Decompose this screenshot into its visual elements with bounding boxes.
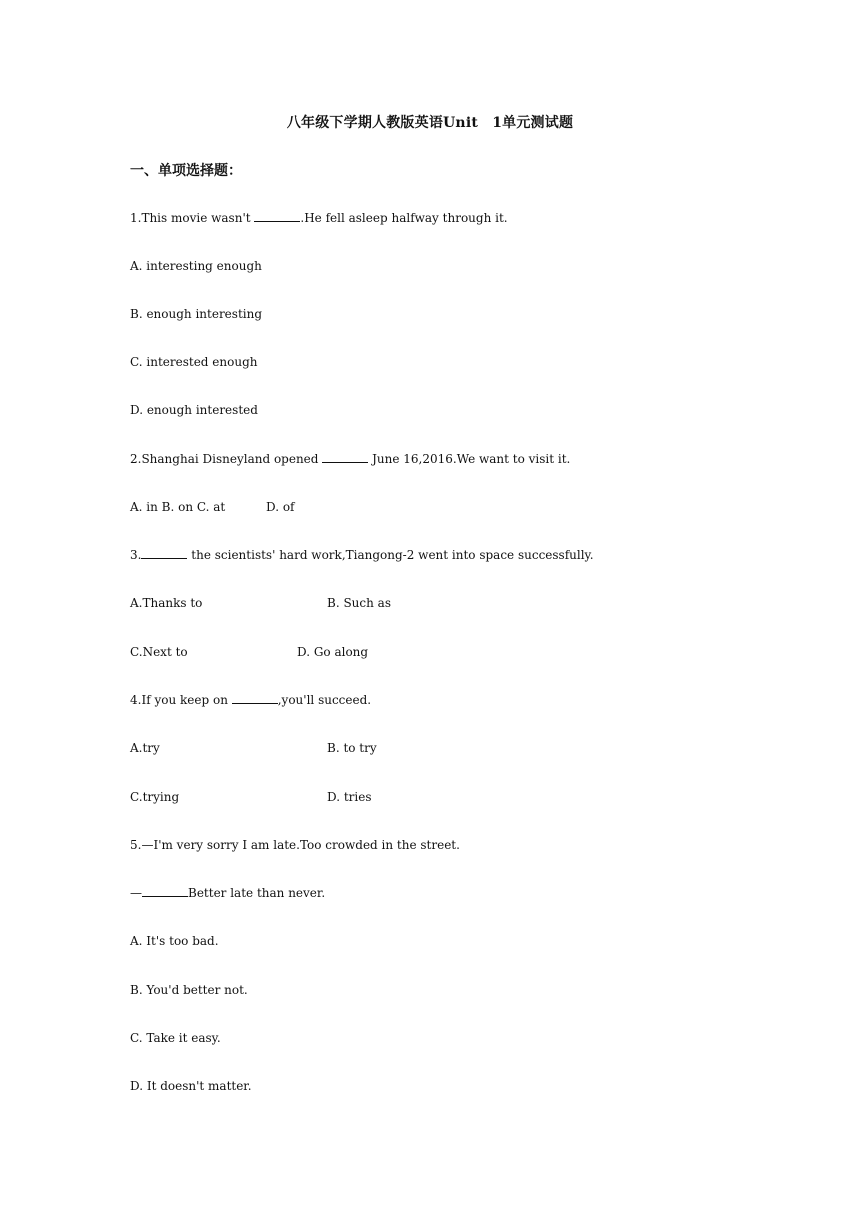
document-title: 八年级下学期人教版英语Unit 1单元测试题 xyxy=(286,115,574,131)
question-1-option-a: A. interesting enough xyxy=(130,259,262,273)
question-2-option-d: D. of xyxy=(266,500,295,514)
question-2-options-abc: A. in B. on C. at xyxy=(130,500,226,514)
question-1-option-d: D. enough interested xyxy=(130,403,258,417)
question-5-reply xyxy=(130,885,325,901)
section-heading: 一、单项选择题： xyxy=(130,163,242,179)
question-5-reply-text: Better late than never. xyxy=(188,886,326,900)
question-5-option-a: A. It's too bad. xyxy=(130,934,219,948)
question-1-stem xyxy=(130,210,508,226)
answer-blank xyxy=(254,210,300,222)
question-3-option-d: D. Go along xyxy=(297,645,369,659)
question-4-option-a: A.try xyxy=(130,741,160,755)
question-3-stem-end: the scientists' hard work,Tiangong-2 went into space successfully. xyxy=(187,548,594,562)
question-1-stem-start: 1.This movie wasn't xyxy=(130,211,255,225)
question-4-stem xyxy=(130,692,371,708)
question-2-stem-start: 2.Shanghai Disneyland opened xyxy=(130,452,323,466)
answer-blank xyxy=(322,451,368,463)
question-5-dash: — xyxy=(130,886,142,900)
question-3-option-c: C.Next to xyxy=(130,645,188,659)
question-5-option-b: B. You'd better not. xyxy=(130,983,248,997)
question-5-option-c: C. Take it easy. xyxy=(130,1031,221,1045)
question-3-option-a: A.Thanks to xyxy=(130,596,203,610)
answer-blank xyxy=(142,885,188,897)
question-4-option-d: D. tries xyxy=(327,790,372,804)
question-5-option-d: D. It doesn't matter. xyxy=(130,1079,252,1093)
question-2-stem xyxy=(130,451,570,467)
question-4-stem-start: 4.If you keep on xyxy=(130,693,232,707)
question-5-stem: 5.—I'm very sorry I am late.Too crowded in the street. xyxy=(130,838,460,852)
question-4-option-b: B. to try xyxy=(327,741,377,755)
question-4-option-c: C.trying xyxy=(130,790,180,804)
question-2-stem-end: June 16,2016.We want to visit it. xyxy=(368,452,571,466)
question-1-option-c: C. interested enough xyxy=(130,355,258,369)
question-3-option-b: B. Such as xyxy=(327,596,391,610)
question-3-stem-start: 3. xyxy=(130,548,142,562)
question-4-stem-end: ,you'll succeed. xyxy=(277,693,372,707)
answer-blank xyxy=(141,547,187,559)
question-3-stem xyxy=(130,547,594,563)
question-1-stem-end: .He fell asleep halfway through it. xyxy=(300,211,508,225)
answer-blank xyxy=(232,692,278,704)
question-1-option-b: B. enough interesting xyxy=(130,307,263,321)
